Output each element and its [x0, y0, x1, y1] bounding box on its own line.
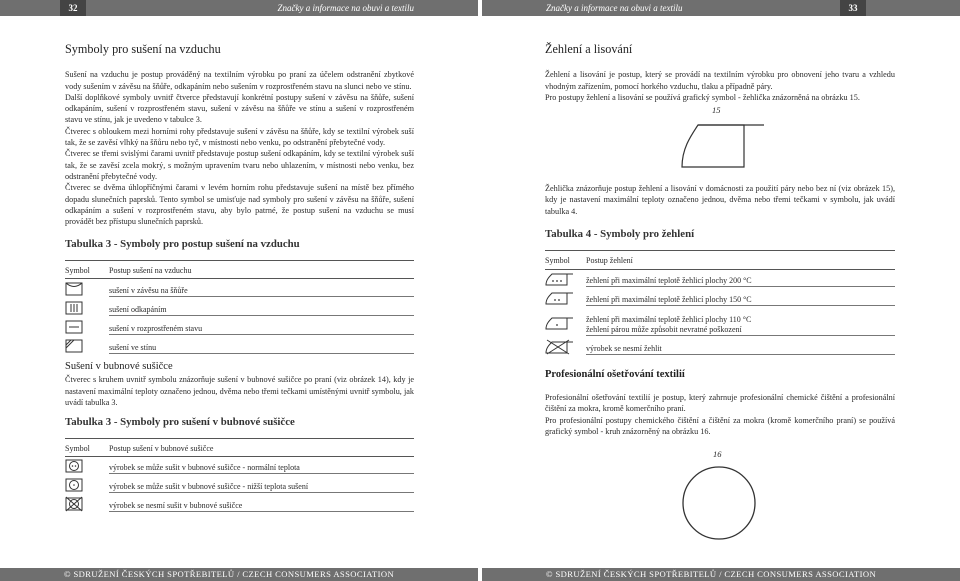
table-row [65, 298, 414, 317]
paragraph: Čtverec s kruhem uvnitř symbolu znázorňuje sušení v bubnové sušičce po praní (viz obrázek 14), kdy je nastavení maximální teploty označeno jednou, dvěma nebo třemi tečkami umístěnými uvnitř symbolu, jak uvádí tabulka 3. [65, 375, 414, 407]
table-header [545, 255, 895, 269]
row-text: žehlení při maximální teplotě žehlicí plochy 150 °C [586, 290, 895, 306]
row-text: výrobek se může sušit v bubnové sušičce - nižší teplota sušení [109, 477, 414, 493]
row-text: sušení odkapáním [109, 300, 414, 316]
dry-flat-icon [65, 320, 83, 334]
table3-title: Tabulka 3 - Symboly pro postup sušení na vzduchu [65, 238, 300, 251]
professional-care-circle-icon [681, 465, 757, 541]
figure-16-label: 16 [713, 449, 722, 460]
ironing-table [545, 250, 895, 356]
line-dry-icon [65, 282, 83, 296]
row-line: žehlení při maximální teplotě žehlicí plochy 110 °C [586, 314, 752, 324]
column-header-symbol: Symbol [65, 443, 90, 453]
air-drying-table [65, 260, 414, 355]
row-text [586, 310, 895, 336]
paragraph: Čtverec se dvěma úhlopříčnými čarami v levém horním rohu představuje sušení na místě bez přímého dopadu slunečních paprsků. Tento symbol se umisťuje nad symboly pro sušení v závěsu na šňůře, sušení odkapáním a sušení v rozprostřeném stavu, aby bylo patrné, že postup sušení na vzduchu se musí provádět bez přístupu slunečních paprsků. [65, 183, 414, 227]
column-header-symbol: Symbol [545, 256, 570, 266]
table-row [65, 336, 414, 355]
table-header [65, 443, 414, 457]
row-text: výrobek se může sušit v bubnové sušičce - normální teplota [109, 458, 414, 474]
left-header-bar [0, 0, 478, 16]
air-drying-title: Symboly pro sušení na vzduchu [65, 42, 221, 56]
paragraph: Pro postupy žehlení a lisování se používá grafický symbol - žehlička znázorněná na obrázku 15. [545, 92, 860, 102]
left-page-number: 32 [60, 0, 86, 16]
right-footer-text: © SDRUŽENÍ ČESKÝCH SPOTŘEBITELŮ / CZECH CONSUMERS ASSOCIATION [546, 569, 877, 579]
row-text: sušení v závěsu na šňůře [109, 281, 414, 297]
iron-high-icon [545, 272, 575, 286]
drip-dry-icon [65, 301, 83, 315]
tumble-table-title: Tabulka 3 - Symboly pro sušení v bubnové sušičce [65, 416, 295, 429]
table-row [545, 270, 895, 289]
table-row [545, 308, 895, 338]
figure-15-label: 15 [712, 105, 721, 116]
column-header-desc: Postup žehlení [586, 256, 633, 266]
right-footer-bar [482, 568, 960, 581]
right-header-bar [482, 0, 960, 16]
left-running-title: Značky a informace na obuvi a textilu [277, 3, 414, 13]
left-footer-text: © SDRUŽENÍ ČESKÝCH SPOTŘEBITELŮ / CZECH CONSUMERS ASSOCIATION [64, 569, 395, 579]
table-row [65, 317, 414, 336]
row-text: sušení v rozprostřeném stavu [109, 319, 414, 335]
table-row [65, 476, 414, 495]
table-row [65, 495, 414, 514]
tumble-dry-normal-icon [65, 459, 83, 473]
table-row [65, 457, 414, 476]
professional-care-title: Profesionální ošetřování textilií [545, 368, 685, 380]
right-running-title: Značky a informace na obuvi a textilu [546, 3, 683, 13]
figure-16 [545, 437, 895, 547]
iron-low-icon [545, 316, 575, 330]
column-header-desc: Postup sušení na vzduchu [109, 265, 192, 275]
table4-title: Tabulka 4 - Symboly pro žehlení [545, 228, 695, 241]
left-page-content [65, 44, 414, 514]
paragraph: Čtverec s obloukem mezi horními rohy představuje sušení v závěsu na šňůře, kdy se textilní výrobek suší tak, že se zavěsí vlhký na šňůru nebo tyč, v místnosti nebo venku, po odstranění přebytečné vody. [65, 126, 414, 148]
left-footer-bar [0, 568, 478, 581]
row-text: žehlení při maximální teplotě žehlicí plochy 200 °C [586, 271, 895, 287]
do-not-iron-icon [545, 339, 575, 355]
dry-in-shade-icon [65, 339, 83, 353]
row-text: výrobek se nesmí žehlit [586, 339, 895, 355]
right-page-content [545, 44, 895, 547]
table-row [65, 279, 414, 298]
iron-medium-icon [545, 291, 575, 305]
column-header-symbol: Symbol [65, 265, 90, 275]
table-row [545, 289, 895, 308]
table-header [65, 265, 414, 279]
tumble-dry-low-icon [65, 478, 83, 492]
paragraph: Pro profesionální postupy chemického čištění a čištění za mokra (kromě komerčního praní) se používá grafický symbol - kruh znázorněný na obrázku 16. [545, 415, 895, 436]
paragraph: Žehlička znázorňuje postup žehlení a lisování v domácnosti za použití páry nebo bez ní (viz obrázek 15), kdy je nastavení maximální teploty označeno jednou, dvěma nebo třemi tečkami v symbolu, jak uvádí tabulka 4. [545, 184, 895, 216]
right-page-number: 33 [840, 0, 866, 16]
paragraph: Další doplňkové symboly uvnitř čtverce představují konkrétní postupy sušení v závěsu na šňůře, sušení odkapáním, sušení v rozprostřeném stavu, sušení v závěsu na šňůře ve stínu a sušení v rozprostřeném stavu ve stínu, jak je uvedeno v tabulce 3. [65, 92, 414, 125]
paragraph: Profesionální ošetřování textilií je postup, který zahrnuje profesionální chemické čištění a profesionální čištění za mokra, kromě komerčního praní. [545, 392, 895, 414]
figure-15 [545, 103, 895, 183]
paragraph: Sušení na vzduchu je postup prováděný na textilním výrobku po praní za účelem odstranění zbytkové vody sušením v závěsu na šňůře, odkapáním nebo sušením v rozprostřeném stavu na slunci nebo ve stínu. [65, 70, 414, 91]
row-text: výrobek se nesmí sušit v bubnové sušičce [109, 496, 414, 512]
row-line: žehlení párou může způsobit nevratné poškození [586, 324, 742, 334]
ironing-title: Žehlení a lisování [545, 42, 633, 56]
row-text: sušení ve stínu [109, 338, 414, 354]
paragraph: Žehlení a lisování je postup, který se provádí na textilním výrobku pro obnovení jeho tvaru a vzhledu vhodným zařízením, pomocí horkého vzduchu, tlaku a případně páry. [545, 70, 895, 91]
do-not-tumble-dry-icon [65, 496, 83, 512]
table-row [545, 338, 895, 357]
paragraph: Čtverec se třemi svislými čarami uvnitř představuje postup sušení odkapáním, kdy se textilní výrobek suší tak, že se zavěsí zcela mokrý, s možným upravením tvaru nebo uhlazením, v místnosti nebo venku, bez odstranění přebytečné vody. [65, 149, 414, 181]
iron-icon [680, 119, 766, 171]
tumble-drying-table [65, 438, 414, 514]
column-header-desc: Postup sušení v bubnové sušičce [109, 443, 214, 453]
tumble-drying-title: Sušení v bubnové sušičce [65, 361, 173, 373]
